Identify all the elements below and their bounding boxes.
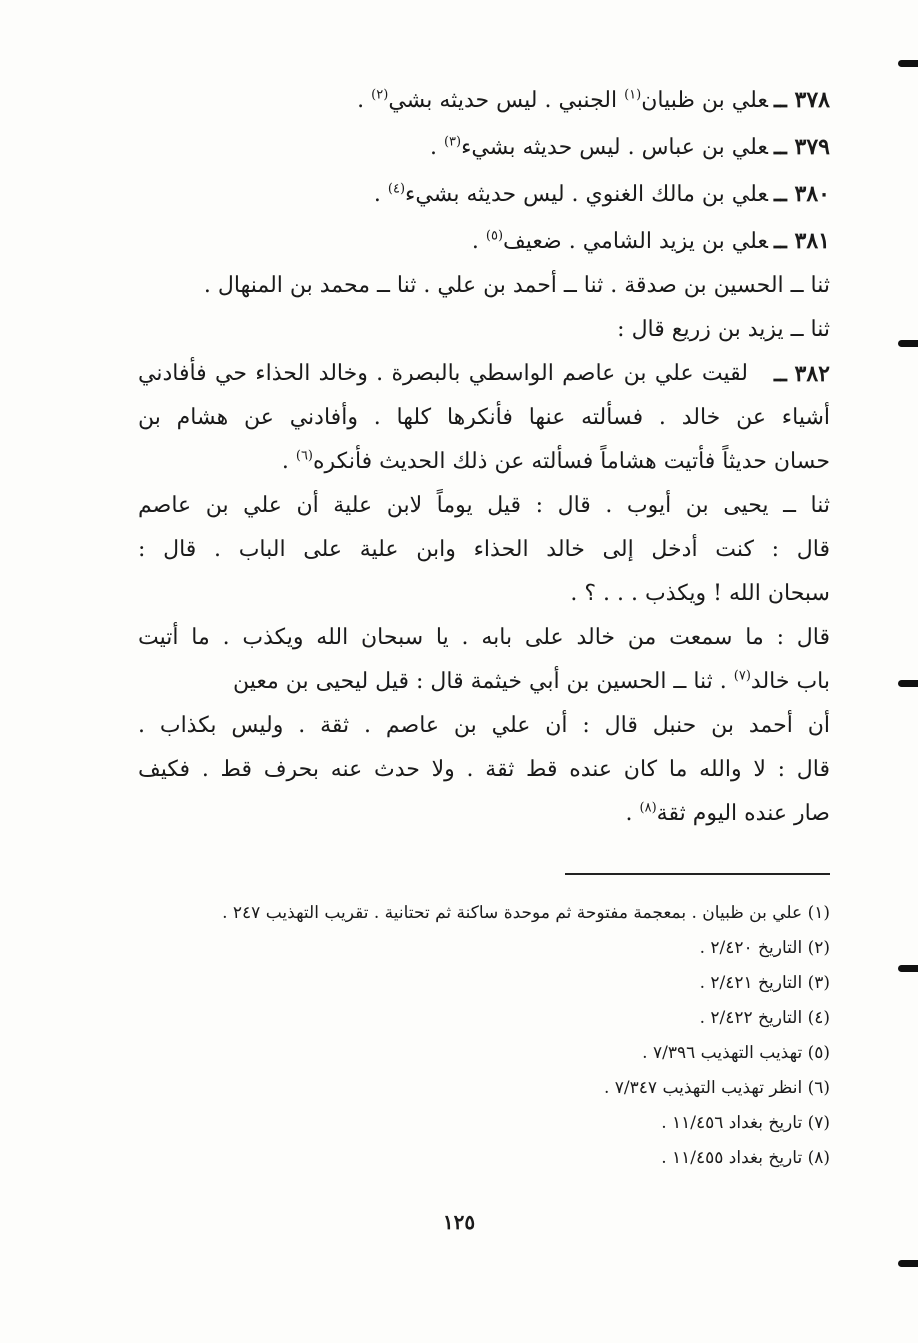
footnote: (١) علي بن ظبيان . بمعجمة مفتوحة ثم موحدة ساكنة ثم تحتانية . تقريب التهذيب ٢٤٧ . <box>222 903 830 923</box>
entry-number: ٣٧٨ ــ <box>773 87 830 113</box>
entry-end: . <box>373 182 388 207</box>
entry-text: علي بن يزيد الشامي . ضعيف <box>503 229 768 254</box>
entry-end: . <box>357 88 372 113</box>
text-line: سبحان الله ! ويكذب . . . ؟ . <box>570 581 830 606</box>
footnote-ref[interactable]: (٣) <box>443 134 462 150</box>
footnote: (٥) تهذيب التهذيب ٧/٣٩٦ . <box>642 1043 830 1063</box>
isnad-line: ثنا ــ يزيد بن زريع قال : <box>617 317 830 342</box>
entry-text: علي بن ظبيان <box>641 88 768 113</box>
edge-mark <box>898 1260 918 1267</box>
footnote-ref[interactable]: (٦) <box>295 448 313 464</box>
footnote: (٢) التاريخ ٢/٤٢٠ . <box>699 938 830 958</box>
text-line: قال : لا والله ما كان عنده قط ثقة . ولا حدث عنه بحرف قط . فكيف <box>138 757 830 782</box>
text-line: لقيت علي بن عاصم الواسطي بالبصرة . وخالد الحذاء حي فأفادني <box>138 361 748 386</box>
footnote-ref[interactable]: (٥) <box>485 228 504 244</box>
text-segment: . <box>625 801 640 826</box>
page-number: ١٢٥ <box>442 1210 476 1234</box>
entry-end: . <box>471 229 486 254</box>
footnote: (٧) تاريخ بغداد ١١/٤٥٦ . <box>661 1113 830 1133</box>
footnote: (٦) انظر تهذيب التهذيب ٧/٣٤٧ . <box>603 1078 830 1098</box>
entry-number: ٣٧٩ ــ <box>773 134 830 160</box>
text-line: قال : ما سمعت من خالد على بابه . يا سبحان الله ويكذب . ما أتيت <box>138 625 830 650</box>
edge-mark <box>898 60 918 67</box>
footnote-divider <box>565 873 830 875</box>
entry-380 <box>138 172 830 216</box>
text-segment: . ثنا ــ الحسين بن أبي خيثمة قال : قيل ليحيى بن معين <box>233 669 734 694</box>
edge-mark <box>898 680 918 687</box>
text-line <box>138 660 830 704</box>
entry-378 <box>138 78 830 122</box>
footnote: (٨) تاريخ بغداد ١١/٤٥٥ . <box>661 1148 830 1168</box>
entry-number: ٣٨١ ــ <box>773 228 830 254</box>
footnote-ref[interactable]: (٤) <box>387 181 406 197</box>
footnote-ref[interactable]: (١) <box>624 87 642 103</box>
isnad-line: ثنا ــ الحسين بن صدقة . ثنا ــ أحمد بن علي . ثنا ــ محمد بن المنهال . <box>203 273 830 298</box>
entry-number: ٣٨٠ ــ <box>773 181 830 207</box>
edge-mark <box>898 340 918 347</box>
entry-end: . <box>429 135 444 160</box>
text-segment: باب خالد <box>750 669 830 694</box>
entry-379 <box>138 125 830 169</box>
text-segment: حسان حديثاً فأتيت هشاماً فسألته عن ذلك الحديث فأنكره <box>313 449 830 474</box>
footnote-ref[interactable]: (٧) <box>733 668 751 684</box>
text-line <box>138 440 830 484</box>
footnote-ref[interactable]: (٢) <box>371 87 389 103</box>
entry-text: علي بن مالك الغنوي . ليس حديثه بشيء <box>405 182 768 207</box>
entry-number: ٣٨٢ ــ <box>773 361 830 387</box>
footnote: (٤) التاريخ ٢/٤٢٢ . <box>699 1008 830 1028</box>
edge-mark <box>898 965 918 972</box>
text-line: قال : كنت أدخل إلى خالد الحذاء وابن علية على الباب . قال : <box>138 537 830 562</box>
footnote-ref[interactable]: (٨) <box>639 800 657 816</box>
text-line: أشياء عن خالد . فسألته عنها فأنكرها كلها . وأفادني عن هشام بن <box>138 405 830 430</box>
text-segment: صار عنده اليوم ثقة <box>656 801 830 826</box>
entry-text: علي بن عباس . ليس حديثه بشيء <box>461 135 768 160</box>
text-segment: . <box>281 449 296 474</box>
text-line <box>138 792 830 836</box>
text-line: أن أحمد بن حنبل قال : أن علي بن عاصم . ثقة . وليس بكذاب . <box>138 713 830 738</box>
text-line: ثنا ــ يحيى بن أيوب . قال : قيل يوماً لابن علية أن علي بن عاصم <box>138 493 830 518</box>
entry-381 <box>138 219 830 263</box>
footnote: (٣) التاريخ ٢/٤٢١ . <box>699 973 830 993</box>
entry-text: الجنبي . ليس حديثه بشي <box>388 88 625 113</box>
